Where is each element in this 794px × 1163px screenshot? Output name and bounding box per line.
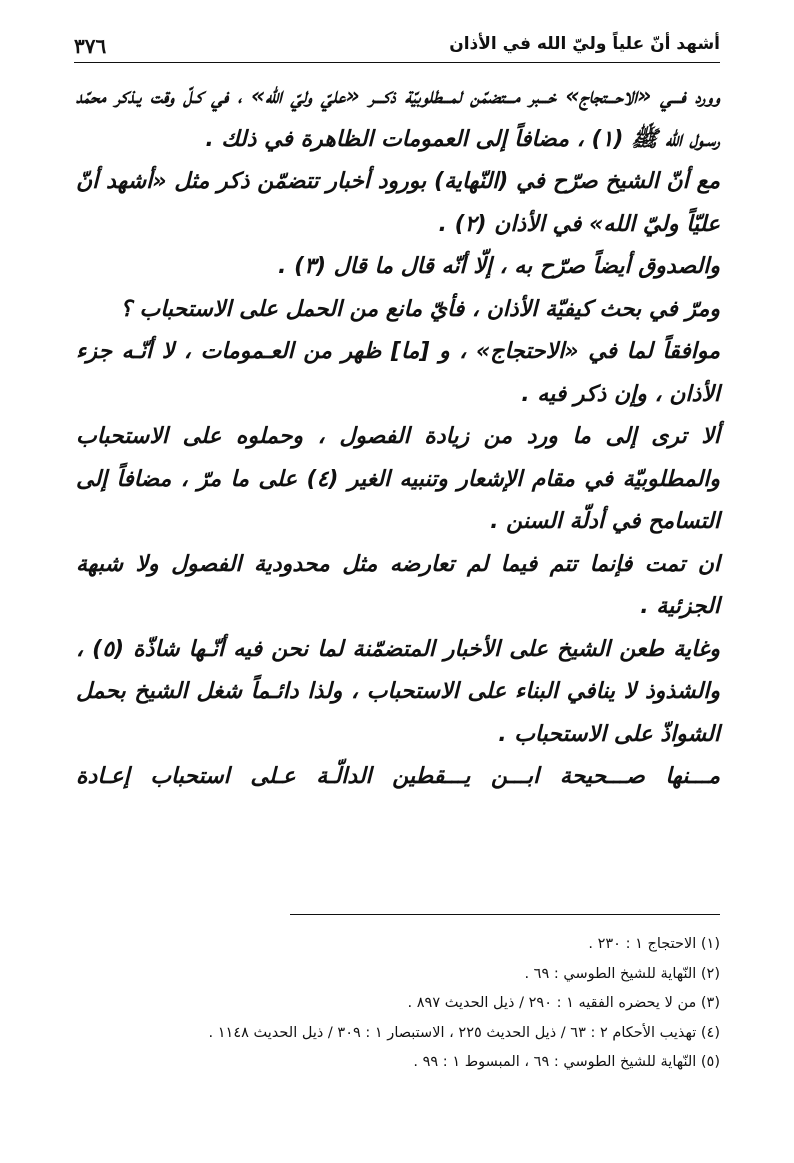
footnote-2: (٢) النّهاية للشيخ الطوسي : ٦٩ . bbox=[524, 965, 720, 982]
body-text bbox=[76, 76, 720, 799]
paragraph-5: موافقاً لما في «الاحتجاج» ، و [ما] ظهر من العـمومات ، لا أنّـه جزء الأذان ، وإن ذكر فيه . bbox=[76, 339, 720, 407]
paragraph-7: ان تمت فإنما تتم فيما لم تعارضه مثل محدودية الفصول ولا شبهة الجزئية . bbox=[76, 551, 720, 619]
footnote-separator bbox=[290, 914, 720, 915]
paragraph-6: ألا ترى إلى ما ورد من زيادة الفصول ، وحملوه على الاستحباب والمطلوبيّة في مقام الإشعار وتنبيه الغير (٤) على ما مرّ ، مضافاً إلى التسامح في أدلّة السنن . bbox=[76, 424, 720, 534]
page-number: ٣٧٦ bbox=[74, 34, 107, 58]
paragraph-3: والصدوق أيضاً صرّح به ، إلّا أنّه قال ما قال (٣) . bbox=[278, 254, 720, 279]
page-header bbox=[74, 30, 720, 60]
footnote-5: (٥) النّهاية للشيخ الطوسي : ٦٩ ، المبسوط ١ : ٩٩ . bbox=[413, 1054, 720, 1070]
paragraph-8: وغاية طعن الشيخ على الأخبار المتضمّنة لما نحن فيه أنّـها شاذّة (٥) ، والشذوذ لا ينافي البناء على الاستحباب ، ولذا دائـماً شغل الشيخ بحمل الشواذّ على الاستحباب . bbox=[76, 636, 720, 747]
footnote-3: (٣) من لا يحضره الفقيه ١ : ٢٩٠ / ذيل الحديث ٨٩٧ . bbox=[407, 995, 720, 1011]
header-rule bbox=[74, 62, 720, 63]
paragraph-4: ومرّ في بحث كيفيّة الأذان ، فأيّ مانع من الحمل على الاستحباب ؟ bbox=[120, 296, 720, 322]
paragraph-1: وورد فـــي «الاحـــتجاج» خـــبر مـــتضمّن لمـــطلوبيّة ذكـــر «عليّ وليّ الله» ، في كـلّ وقت يـذكر محمّد رسـول الله ﷺ (١) ، مضافاً إلى العمومات الظاهرة في ذلك . bbox=[76, 84, 720, 152]
paragraph-2: مع أنّ الشيخ صرّح في (النّهاية) بورود أخبار تتضمّن ذكر مثل «أشهد أنّ عليّاً وليّ الله» في الأذان (٢) . bbox=[76, 169, 720, 237]
footnote-1: (١) الاحتجاج ١ : ٢٣٠ . bbox=[588, 936, 720, 952]
footnotes bbox=[60, 930, 720, 1078]
footnote-4: (٤) تهذيب الأحكام ٢ : ٦٣ / ذيل الحديث ٢٢٥ ، الاستبصار ١ : ٣٠٩ / ذيل الحديث ١١٤٨ . bbox=[208, 1024, 720, 1041]
paragraph-9: مـــنها صـــحيحة ابـــن يـــقطين الدالّـة عـلى استحباب إعـادة bbox=[76, 764, 720, 789]
running-title: أشهد أنّ علياً وليّ الله في الأذان bbox=[449, 34, 720, 54]
